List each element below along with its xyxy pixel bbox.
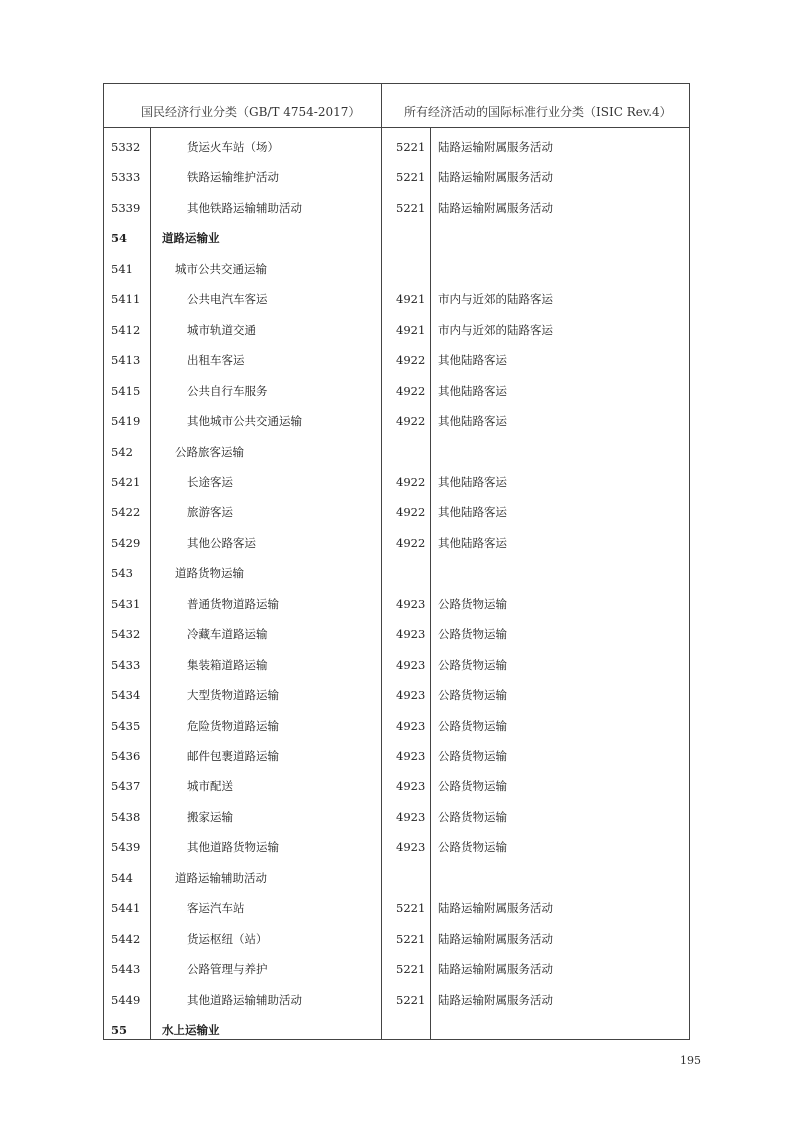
industry-code: 5438 [111, 809, 141, 824]
industry-code: 5443 [111, 962, 141, 977]
industry-name: 公路管理与养护 [187, 962, 268, 977]
isic-code: 4923 [396, 657, 426, 672]
industry-name: 其他城市公共交通运输 [187, 414, 302, 429]
industry-code: 5429 [111, 535, 141, 550]
isic-name: 公路货物运输 [438, 627, 507, 642]
table-row [104, 376, 689, 406]
isic-code: 4922 [396, 535, 426, 550]
table-row [104, 680, 689, 710]
isic-code: 4923 [396, 840, 426, 855]
isic-name: 公路货物运输 [438, 809, 507, 824]
isic-name: 市内与近郊的陆路客运 [438, 322, 553, 337]
table-row [104, 771, 689, 801]
industry-name: 大型货物道路运输 [187, 688, 279, 703]
isic-name: 其他陆路客运 [438, 505, 507, 520]
industry-name: 道路运输辅助活动 [175, 870, 267, 885]
industry-code: 5412 [111, 322, 141, 337]
isic-name: 陆路运输附属服务活动 [438, 200, 553, 215]
table-row [104, 893, 689, 923]
table-row [104, 985, 689, 1015]
isic-code: 4923 [396, 596, 426, 611]
industry-name: 道路货物运输 [175, 566, 244, 581]
table-row [104, 345, 689, 375]
industry-name: 其他道路货物运输 [187, 840, 279, 855]
table-row [104, 162, 689, 192]
isic-code: 5221 [396, 140, 426, 154]
industry-name: 城市配送 [187, 779, 233, 794]
industry-name: 公共电汽车客运 [187, 292, 268, 307]
classification-table [103, 83, 690, 1040]
industry-name: 冷藏车道路运输 [187, 627, 268, 642]
industry-code: 544 [111, 870, 133, 885]
table-row [104, 954, 689, 984]
industry-code: 5441 [111, 901, 141, 916]
isic-code: 4922 [396, 353, 426, 368]
table-row [104, 406, 689, 436]
industry-code: 5436 [111, 749, 141, 763]
industry-name: 出租车客运 [187, 353, 245, 368]
table-row [104, 802, 689, 832]
industry-code: 5434 [111, 688, 141, 703]
table-row [104, 558, 689, 588]
industry-name: 城市公共交通运输 [175, 261, 267, 276]
table-row [104, 924, 689, 954]
industry-name: 公共自行车服务 [187, 383, 268, 398]
isic-code: 4921 [396, 292, 426, 307]
industry-name: 搬家运输 [187, 809, 233, 824]
right-header-title: 所有经济活动的国际标准行业分类（ISIC Rev.4） [404, 105, 672, 119]
isic-name: 陆路运输附属服务活动 [438, 992, 553, 1007]
industry-name: 邮件包裹道路运输 [187, 749, 279, 763]
isic-name: 其他陆路客运 [438, 474, 507, 489]
table-row [104, 254, 689, 284]
industry-code: 5437 [111, 779, 141, 794]
industry-name: 旅游客运 [187, 505, 233, 520]
industry-code: 543 [111, 566, 133, 581]
industry-code: 5421 [111, 474, 141, 489]
industry-code: 5415 [111, 383, 141, 398]
industry-code: 5432 [111, 627, 141, 642]
industry-code: 5435 [111, 718, 141, 733]
isic-name: 公路货物运输 [438, 840, 507, 855]
isic-code: 5221 [396, 931, 426, 946]
table-row [104, 132, 689, 162]
industry-name: 其他道路运输辅助活动 [187, 992, 302, 1007]
isic-code: 5221 [396, 962, 426, 977]
isic-name: 陆路运输附属服务活动 [438, 170, 553, 185]
isic-code: 4923 [396, 749, 426, 763]
industry-name: 客运汽车站 [187, 901, 245, 916]
table-row [104, 863, 689, 893]
isic-code: 4923 [396, 627, 426, 642]
industry-name: 普通货物道路运输 [187, 596, 279, 611]
table-row [104, 467, 689, 497]
table-row [104, 193, 689, 223]
isic-name: 其他陆路客运 [438, 383, 507, 398]
industry-name: 货运火车站（场） [187, 140, 279, 154]
isic-code: 4922 [396, 414, 426, 429]
table-row [104, 619, 689, 649]
table-row [104, 1015, 689, 1045]
industry-code: 5419 [111, 414, 141, 429]
table-row [104, 741, 689, 771]
isic-name: 市内与近郊的陆路客运 [438, 292, 553, 307]
table-row [104, 315, 689, 345]
isic-code: 4923 [396, 779, 426, 794]
industry-code: 5413 [111, 353, 141, 368]
isic-name: 陆路运输附属服务活动 [438, 140, 553, 154]
isic-code: 4921 [396, 322, 426, 337]
industry-name: 铁路运输维护活动 [187, 170, 279, 185]
isic-code: 5221 [396, 901, 426, 916]
page-number: 195 [680, 1054, 701, 1067]
header-divider [104, 127, 689, 128]
industry-code: 5333 [111, 170, 141, 185]
industry-code: 5339 [111, 200, 141, 215]
industry-name: 长途客运 [187, 474, 233, 489]
industry-name: 公路旅客运输 [175, 444, 244, 459]
industry-name: 道路运输业 [162, 231, 220, 246]
industry-name: 城市轨道交通 [187, 322, 256, 337]
isic-name: 其他陆路客运 [438, 353, 507, 368]
isic-name: 其他陆路客运 [438, 535, 507, 550]
industry-code: 5431 [111, 596, 141, 611]
isic-name: 其他陆路客运 [438, 414, 507, 429]
isic-code: 4923 [396, 718, 426, 733]
table-row [104, 832, 689, 862]
industry-code: 5411 [111, 292, 141, 307]
industry-code: 542 [111, 444, 133, 459]
industry-code: 55 [111, 1023, 128, 1038]
industry-name: 其他公路客运 [187, 535, 256, 550]
table-row [104, 497, 689, 527]
industry-code: 5332 [111, 140, 141, 154]
isic-name: 陆路运输附属服务活动 [438, 962, 553, 977]
table-row [104, 711, 689, 741]
industry-code: 54 [111, 231, 128, 246]
isic-code: 4922 [396, 474, 426, 489]
isic-name: 公路货物运输 [438, 657, 507, 672]
isic-code: 5221 [396, 992, 426, 1007]
isic-name: 陆路运输附属服务活动 [438, 931, 553, 946]
industry-name: 集装箱道路运输 [187, 657, 268, 672]
industry-code: 541 [111, 261, 133, 276]
table-row [104, 528, 689, 558]
isic-name: 公路货物运输 [438, 718, 507, 733]
table-row [104, 589, 689, 619]
isic-code: 5221 [396, 200, 426, 215]
table-row [104, 223, 689, 253]
industry-code: 5449 [111, 992, 141, 1007]
industry-name: 其他铁路运输辅助活动 [187, 200, 302, 215]
isic-name: 陆路运输附属服务活动 [438, 901, 553, 916]
table-row [104, 437, 689, 467]
industry-code: 5439 [111, 840, 141, 855]
left-header-title: 国民经济行业分类（GB/T 4754-2017） [141, 105, 361, 119]
isic-code: 4923 [396, 809, 426, 824]
isic-name: 公路货物运输 [438, 596, 507, 611]
isic-name: 公路货物运输 [438, 779, 507, 794]
isic-name: 公路货物运输 [438, 749, 507, 763]
industry-name: 水上运输业 [162, 1023, 220, 1038]
isic-code: 5221 [396, 170, 426, 185]
industry-code: 5442 [111, 931, 141, 946]
isic-code: 4922 [396, 505, 426, 520]
industry-name: 危险货物道路运输 [187, 718, 279, 733]
table-row [104, 284, 689, 314]
industry-name: 货运枢纽（站） [187, 931, 268, 946]
industry-code: 5433 [111, 657, 141, 672]
isic-code: 4923 [396, 688, 426, 703]
industry-code: 5422 [111, 505, 141, 520]
isic-name: 公路货物运输 [438, 688, 507, 703]
isic-code: 4922 [396, 383, 426, 398]
table-row [104, 650, 689, 680]
